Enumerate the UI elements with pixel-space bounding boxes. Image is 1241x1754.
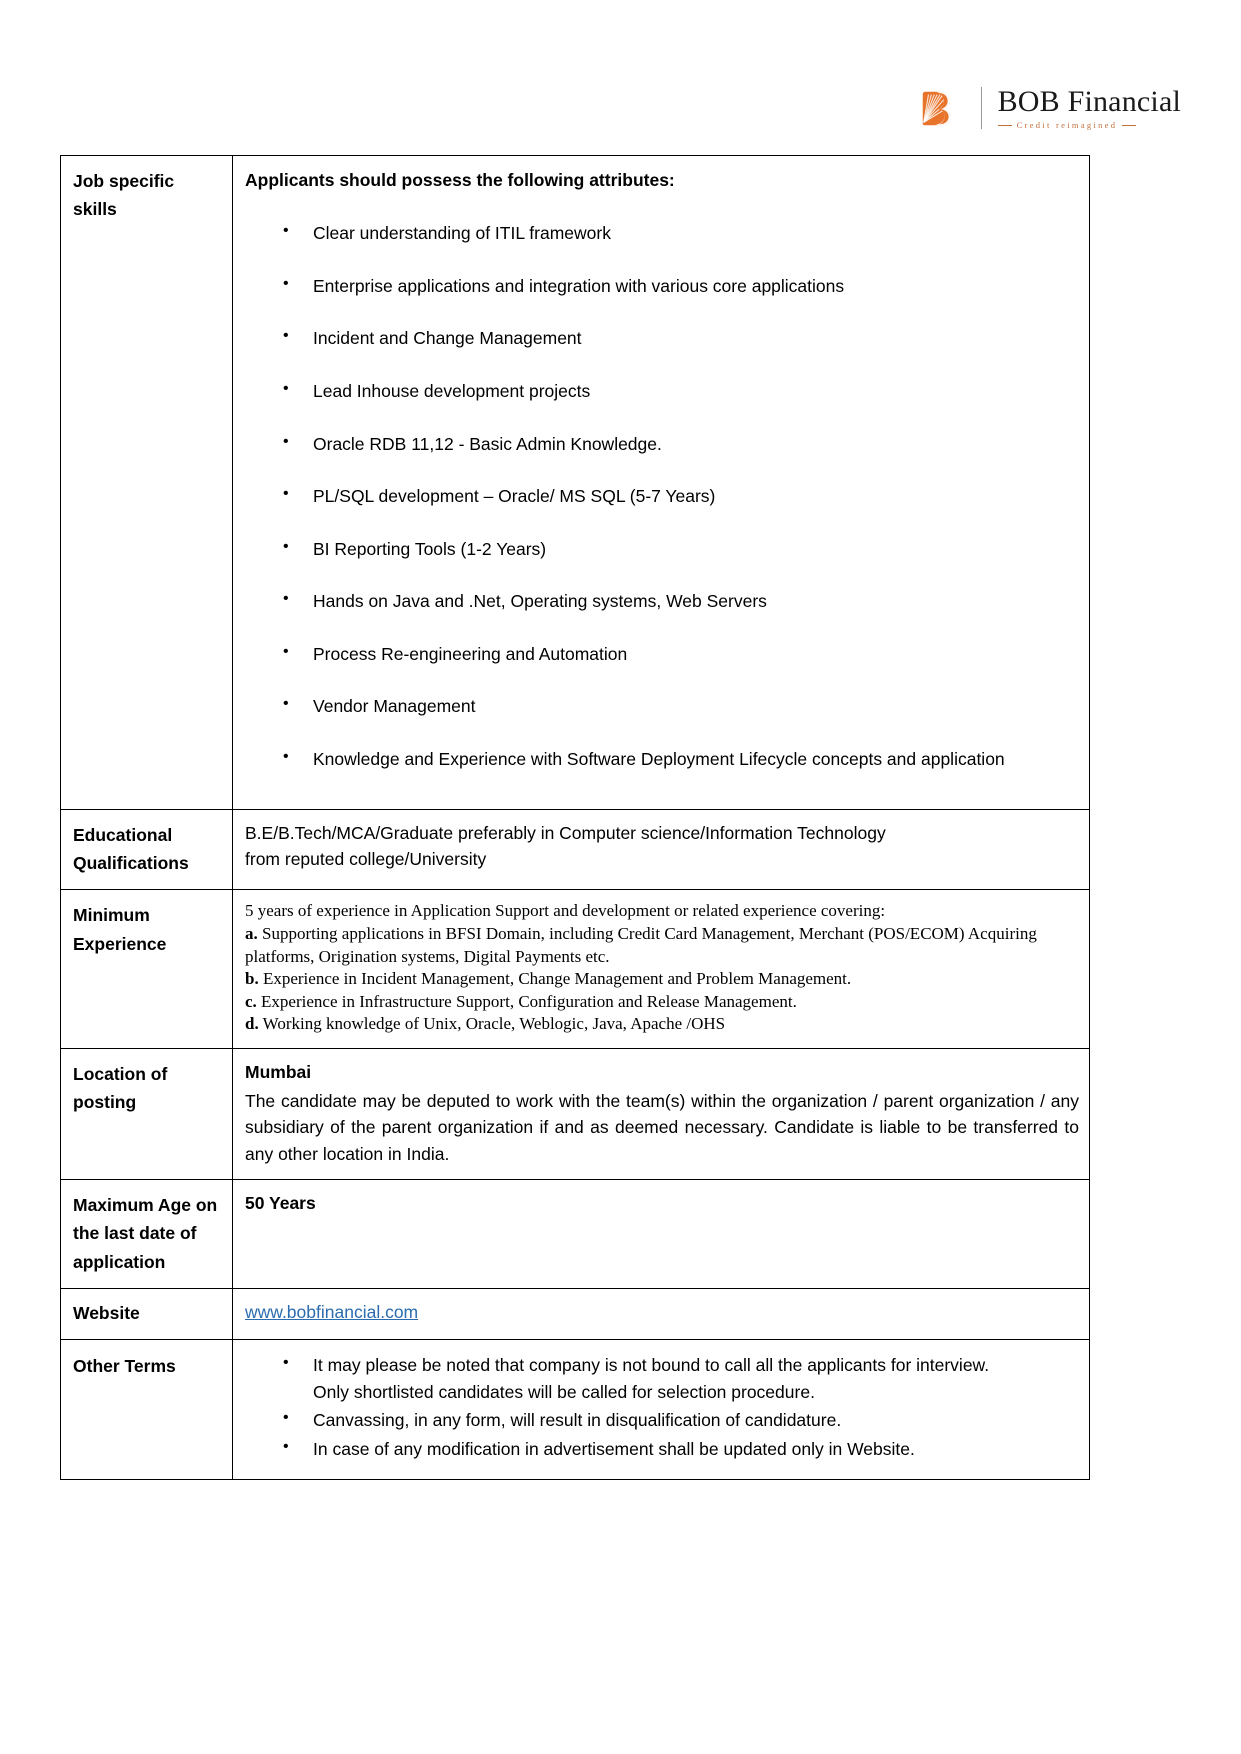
table-row-maximum-age: [61, 1179, 1090, 1288]
skills-bullet-list: [245, 220, 1079, 773]
row-label-website: Website: [61, 1288, 233, 1339]
maximum-age-value: 50 Years: [245, 1192, 316, 1213]
brand-logo: [917, 82, 1181, 134]
website-link[interactable]: www.bobfinancial.com: [245, 1301, 419, 1322]
table-row-other-terms: [61, 1340, 1090, 1479]
experience-item-b: [245, 968, 1079, 991]
experience-intro: 5 years of experience in Application Support and development or related experience covering:: [245, 901, 886, 921]
table-row-educational-qualifications: [61, 809, 1090, 890]
row-label-educational-qualifications: Educational Qualifications: [61, 809, 233, 890]
list-item: • BI Reporting Tools (1-2 Years): [245, 536, 1079, 563]
row-value-maximum-age: [233, 1179, 1090, 1288]
tagline-rule-left: [998, 125, 1012, 126]
experience-item-d: [245, 1013, 1079, 1036]
brand-text: [998, 86, 1181, 131]
list-item: • Clear understanding of ITIL framework: [245, 220, 1079, 247]
list-item: • Enterprise applications and integration with various core applications: [245, 273, 1079, 300]
list-item: • Process Re-engineering and Automation: [245, 641, 1079, 668]
list-item: • It may please be noted that company is not bound to call all the applicants for interview. Only shortlisted candidates will be called for selection procedure.: [245, 1352, 1079, 1405]
experience-text-a: Supporting applications in BFSI Domain, including Credit Card Management, Merchant (POS/ECOM) Acquiring platforms, Origination systems, Digital Payments etc.: [245, 923, 1037, 966]
list-item: • Hands on Java and .Net, Operating systems, Web Servers: [245, 588, 1079, 615]
other-terms-bullet-list: [245, 1352, 1079, 1462]
experience-text-b: Experience in Incident Management, Change Management and Problem Management.: [262, 969, 852, 989]
qualification-line-2: from reputed college/University: [245, 848, 487, 869]
skills-heading: Applicants should possess the following attributes:: [245, 170, 675, 190]
row-value-location-of-posting: [233, 1049, 1090, 1180]
row-label-location-of-posting: Location of posting: [61, 1049, 233, 1180]
list-item: • Oracle RDB 11,12 - Basic Admin Knowledge.: [245, 431, 1079, 458]
experience-text-d: Working knowledge of Unix, Oracle, Weblogic, Java, Apache /OHS: [262, 1014, 726, 1034]
row-value-other-terms: [233, 1340, 1090, 1479]
table-row-job-specific-skills: [61, 156, 1090, 810]
row-label-other-terms: Other Terms: [61, 1340, 233, 1479]
experience-marker-d: d.: [245, 1014, 259, 1034]
list-item: • Vendor Management: [245, 693, 1079, 720]
row-value-website: [233, 1288, 1090, 1339]
job-description-table: [60, 155, 1090, 1480]
experience-marker-a: a.: [245, 923, 258, 943]
row-value-job-specific-skills: [233, 156, 1090, 810]
experience-item-a: [245, 923, 1079, 968]
table-row-minimum-experience: [61, 890, 1090, 1049]
row-value-educational-qualifications: [233, 809, 1090, 890]
posting-city: Mumbai: [245, 1062, 312, 1082]
bob-financial-flame-icon: [917, 85, 963, 131]
list-item: • In case of any modification in advertisement shall be updated only in Website.: [245, 1436, 1079, 1463]
qualification-line-1: B.E/B.Tech/MCA/Graduate preferably in Computer science/Information Technology: [245, 822, 886, 843]
logo-divider: [981, 87, 982, 129]
table-row-location-of-posting: [61, 1049, 1090, 1180]
experience-text-c: Experience in Infrastructure Support, Configuration and Release Management.: [261, 991, 797, 1011]
brand-tagline: Credit reimagined: [1016, 120, 1118, 131]
row-label-minimum-experience: Minimum Experience: [61, 890, 233, 1049]
list-item: • Incident and Change Management: [245, 325, 1079, 352]
experience-marker-c: c.: [245, 991, 257, 1011]
tagline-rule-right: [1122, 125, 1136, 126]
table-row-website: [61, 1288, 1090, 1339]
list-item: • PL/SQL development – Oracle/ MS SQL (5-7 Years): [245, 483, 1079, 510]
list-item: • Knowledge and Experience with Software Deployment Lifecycle concepts and application: [245, 746, 1079, 773]
experience-block: [245, 900, 1079, 1036]
experience-marker-b: b.: [245, 969, 259, 989]
brand-name: BOB Financial: [997, 84, 1181, 118]
brand-tagline-row: [998, 120, 1181, 130]
list-item: • Canvassing, in any form, will result in disqualification of candidature.: [245, 1407, 1079, 1434]
posting-note: The candidate may be deputed to work with the team(s) within the organization / parent organization / any subsidiary of the parent organization if and as deemed necessary. Candidate is liable to be transferred to any other location in India.: [245, 1091, 1079, 1164]
skills-bottom-spacer: [245, 773, 1079, 797]
experience-item-c: [245, 991, 1079, 1014]
row-value-minimum-experience: [233, 890, 1090, 1049]
row-label-job-specific-skills: Job specific skills: [61, 156, 233, 810]
row-label-maximum-age: Maximum Age on the last date of application: [61, 1179, 233, 1288]
list-item: • Lead Inhouse development projects: [245, 378, 1079, 405]
